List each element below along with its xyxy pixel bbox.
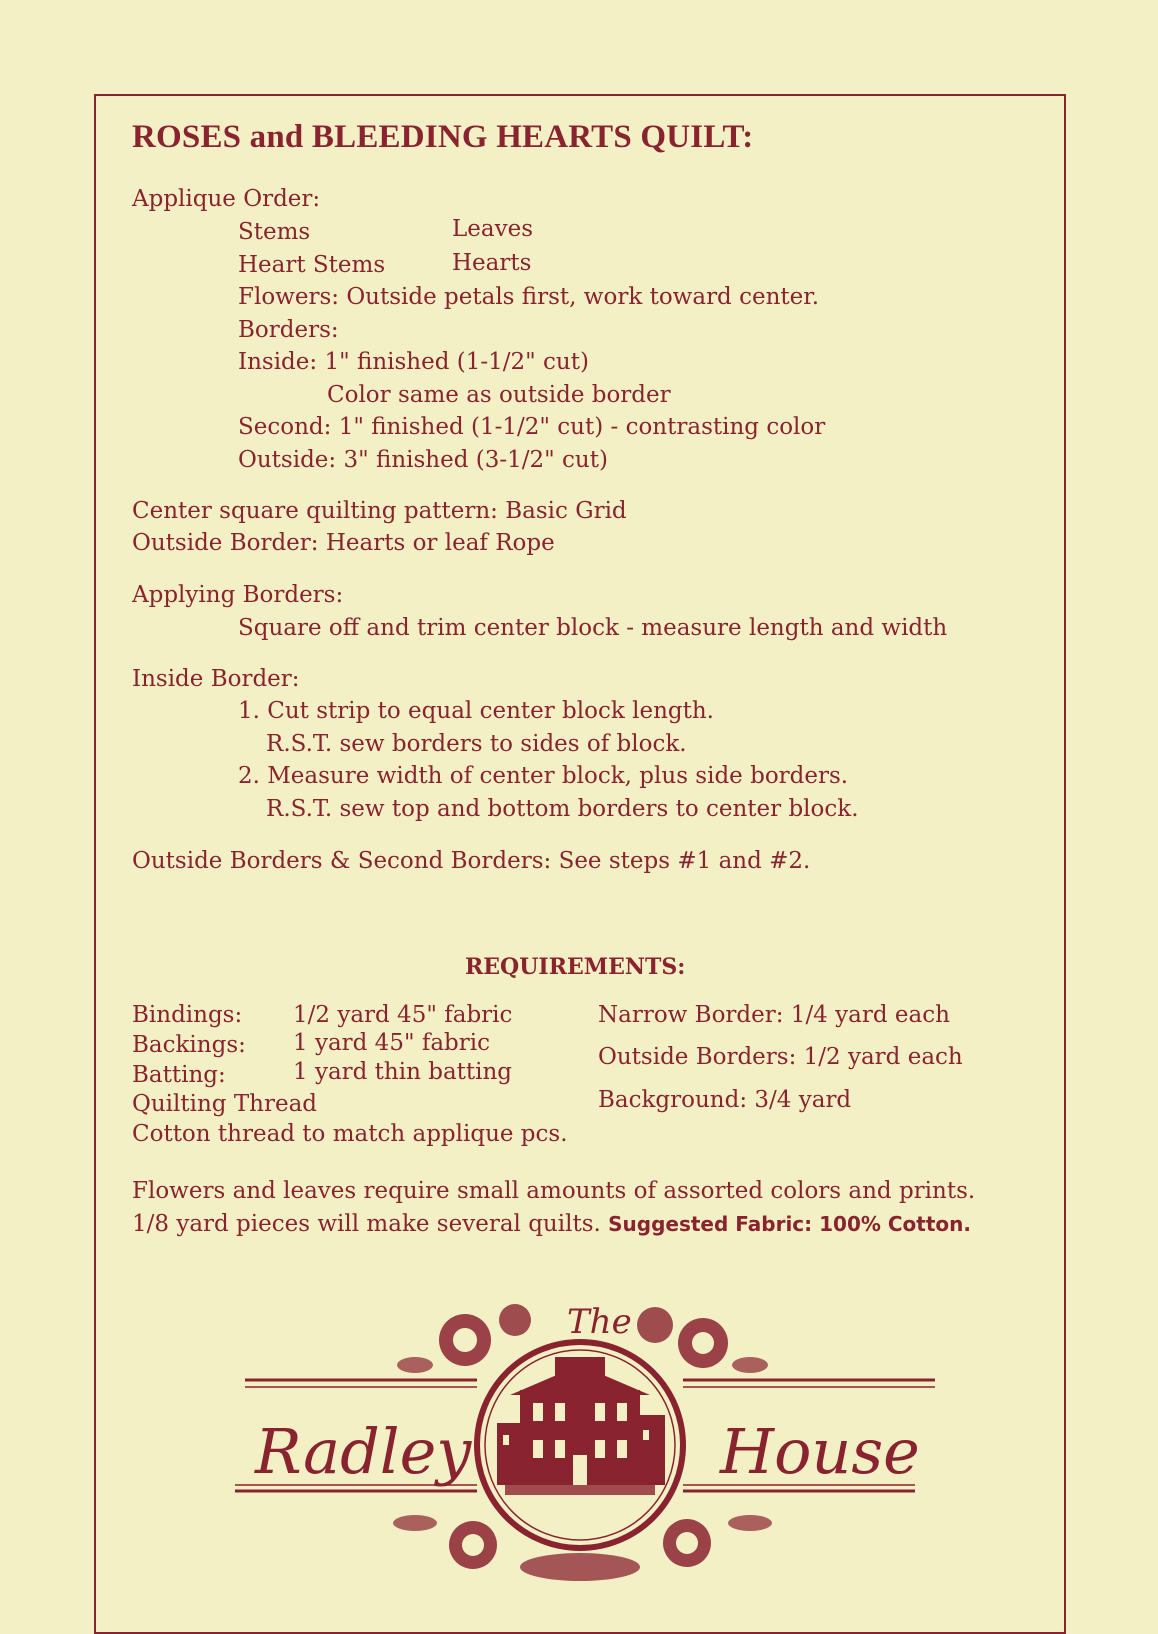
border-outside: Outside: 3" finished (3-1/2" cut) <box>238 447 608 473</box>
logo-house: House <box>720 1415 920 1488</box>
inside-border-step1b: R.S.T. sew borders to sides of block. <box>266 731 687 757</box>
applique-flowers: Flowers: Outside petals first, work toward center. <box>238 284 820 310</box>
border-second: Second: 1" finished (1-1/2" cut) - contrasting color <box>238 414 826 440</box>
req-bindings-value: 1/2 yard 45" fabric <box>293 1002 513 1028</box>
req-narrow-border: Narrow Border: 1/4 yard each <box>598 1002 950 1028</box>
applying-step: Square off and trim center block - measure length and width <box>238 615 948 641</box>
inside-border-heading: Inside Border: <box>132 666 300 692</box>
req-outside-borders: Outside Borders: 1/2 yard each <box>598 1044 963 1070</box>
req-bindings-label: Bindings: <box>132 1002 243 1028</box>
footer-line2: 1/8 yard pieces will make several quilts. <box>132 1211 601 1237</box>
req-background: Background: 3/4 yard <box>598 1087 852 1113</box>
applique-heading: Applique Order: <box>132 186 321 212</box>
applying-heading: Applying Borders: <box>132 582 344 608</box>
inside-border-step2b: R.S.T. sew top and bottom borders to center block. <box>266 796 859 822</box>
footer-line1: Flowers and leaves require small amounts of assorted colors and prints. <box>132 1178 976 1204</box>
page-title: ROSES and BLEEDING HEARTS QUILT: <box>132 119 754 155</box>
border-inside-color: Color same as outside border <box>327 382 671 408</box>
req-cotton-thread: Cotton thread to match applique pcs. <box>132 1121 568 1147</box>
quilting-outside: Outside Border: Hearts or leaf Rope <box>132 530 555 556</box>
requirements-heading: REQUIREMENTS: <box>465 954 686 980</box>
border-inside: Inside: 1" finished (1-1/2" cut) <box>238 349 589 375</box>
req-batting-value: 1 yard thin batting <box>293 1059 513 1085</box>
logo-the: The <box>567 1302 632 1342</box>
radley-house-logo <box>215 1295 945 1605</box>
inside-border-step2a: 2. Measure width of center block, plus side borders. <box>238 763 849 789</box>
applique-stems: Stems <box>238 219 311 245</box>
quilting-center: Center square quilting pattern: Basic Grid <box>132 498 627 524</box>
req-backings-label: Backings: <box>132 1032 246 1058</box>
footer-line2-wrap <box>132 1213 971 1236</box>
inside-border-step1a: 1. Cut strip to equal center block length. <box>238 698 714 724</box>
applique-hearts: Hearts <box>452 250 532 276</box>
suggested-fabric: Suggested Fabric: 100% Cotton. <box>608 1212 971 1236</box>
applique-heart-stems: Heart Stems <box>238 252 386 278</box>
logo-radley: Radley <box>255 1415 472 1488</box>
req-batting-label: Batting: <box>132 1062 226 1088</box>
outside-second-borders: Outside Borders & Second Borders: See steps #1 and #2. <box>132 848 811 874</box>
req-quilting-thread: Quilting Thread <box>132 1091 318 1117</box>
req-backings-value: 1 yard 45" fabric <box>293 1030 491 1056</box>
applique-leaves: Leaves <box>452 216 534 242</box>
applique-borders: Borders: <box>238 317 339 343</box>
